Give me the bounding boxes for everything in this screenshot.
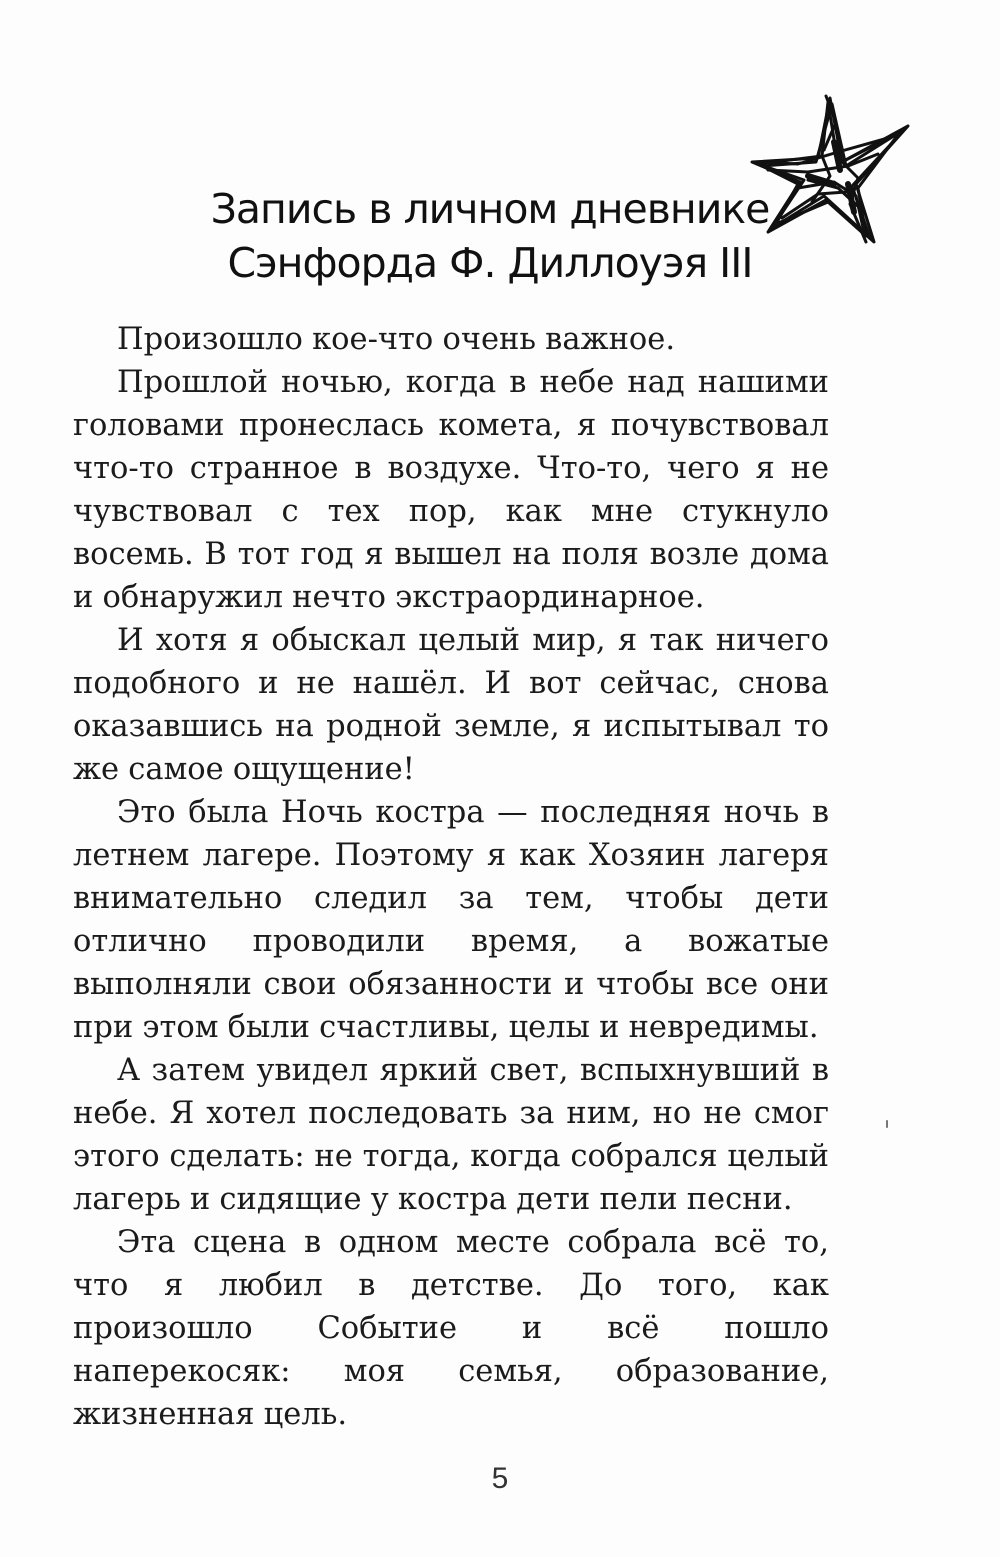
diary-entry-title (150, 182, 830, 290)
title-line-1: Запись в личном дневнике (210, 185, 770, 233)
paragraph: Прошлой ночью, когда в небе над нашими головами пронеслась комета, я почувствовал что-то странное в воздухе. Что-то, чего я не чувствовал с тех пор, как мне стукнуло восемь. В тот год я вышел на поля возле дома и обнаружил нечто экстраординарное. (73, 365, 829, 615)
paragraph: Это была Ночь костра — последняя ночь в летнем лагере. Поэтому я как Хозяин лагеря внимательно следил за тем, чтобы дети отлично проводили время, а вожатые выполняли свои обязанности и чтобы все они при этом были счастливы, целы и невредимы. (73, 795, 829, 1045)
print-speck (886, 1120, 888, 1128)
title-line-2: Сэнфорда Ф. Диллоуэя III (227, 239, 753, 287)
paragraph: А затем увидел яркий свет, вспыхнувший в небе. Я хотел последовать за ним, но не смог этого сделать: не тогда, когда собрался целый лагерь и сидящие у костра дети пели песни. (73, 1053, 829, 1217)
paragraph: И хотя я обыскал целый мир, я так ничего подобного и не нашёл. И вот сейчас, снова оказавшись на родной земле, я испытывал то же самое ощущение! (73, 623, 829, 787)
body-text (73, 318, 829, 1436)
paragraph: Произошло кое-что очень важное. (117, 322, 676, 357)
paragraph: Эта сцена в одном месте собрала всё то, что я любил в детстве. До того, как произошло Событие и всё пошло наперекосяк: моя семья, образование, жизненная цель. (73, 1225, 829, 1432)
page-number: 5 (491, 1462, 509, 1495)
